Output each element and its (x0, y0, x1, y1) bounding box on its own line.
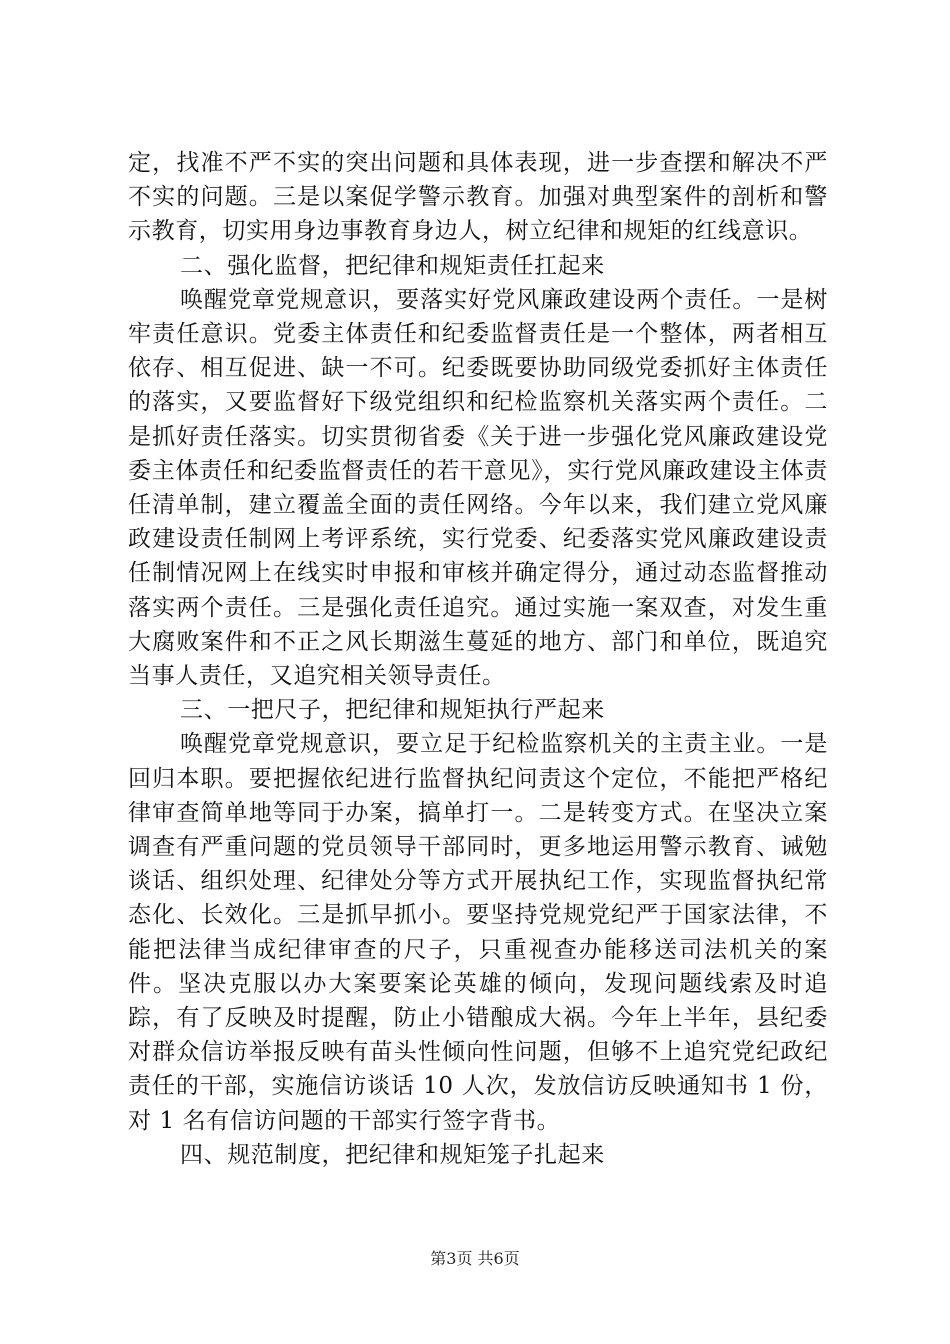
section-heading-2: 二、强化监督，把纪律和规矩责任扛起来 (180, 252, 605, 279)
paragraph-section-3: 唤醒党章党规意识，要立足于纪检监察机关的主责主业。一是回归本职。要把握依纪进行监督执纪问责这个定位，不能把严格纪律审查简单地等同于办案，搞单打一。二是转变方式。在坚决立案调查有严重问题的党员领导干部同时，更多地运用警示教育、诫勉谈话、组织处理、纪律处分等方式开展执纪工作，实现监督执纪常态化、长效化。三是抓早抓小。要坚持党规党纪严于国家法律，不能把法律当成纪律审查的尺子，只重视查办能移送司法机关的案件。坚决克服以办大案要案论英雄的倾向，发现问题线索及时追踪，有了反映及时提醒，防止小错酿成大祸。今年上半年，县纪委对群众信访举报反映有苗头性倾向性问题，但够不上追究党纪政纪责任的干部，实施信访谈话 10 人次，发放信访反映通知书 1 份，对 1 名有信访问题的干部实行签字背书。 (128, 731, 828, 1134)
document-body (128, 146, 828, 1172)
section-heading-3: 三、一把尺子，把纪律和规矩执行严起来 (180, 697, 605, 724)
paragraph-continuation: 定，找准不严不实的突出问题和具体表现，进一步查摆和解决不严不实的问题。三是以案促学警示教育。加强对典型案件的剖析和警示教育，切实用身边事教育身边人，树立纪律和规矩的红线意识。 (128, 150, 828, 245)
page-footer: 第3页 共6页 (430, 1249, 520, 1268)
section-heading-4: 四、规范制度，把纪律和规矩笼子扎起来 (180, 1141, 605, 1168)
paragraph-section-2: 唤醒党章党规意识，要落实好党风廉政建设两个责任。一是树牢责任意识。党委主体责任和纪委监督责任是一个整体，两者相互依存、相互促进、缺一不可。纪委既要协助同级党委抓好主体责任的落实，又要监督好下级党组织和纪检监察机关落实两个责任。二是抓好责任落实。切实贯彻省委《关于进一步强化党风廉政建设党委主体责任和纪委监督责任的若干意见》，实行党风廉政建设主体责任清单制，建立覆盖全面的责任网络。今年以来，我们建立党风廉政建设责任制网上考评系统，实行党委、纪委落实党风廉政建设责任制情况网上在线实时申报和审核并确定得分，通过动态监督推动落实两个责任。三是强化责任追究。通过实施一案双查，对发生重大腐败案件和不正之风长期滋生蔓延的地方、部门和单位，既追究当事人责任，又追究相关领导责任。 (128, 286, 828, 690)
